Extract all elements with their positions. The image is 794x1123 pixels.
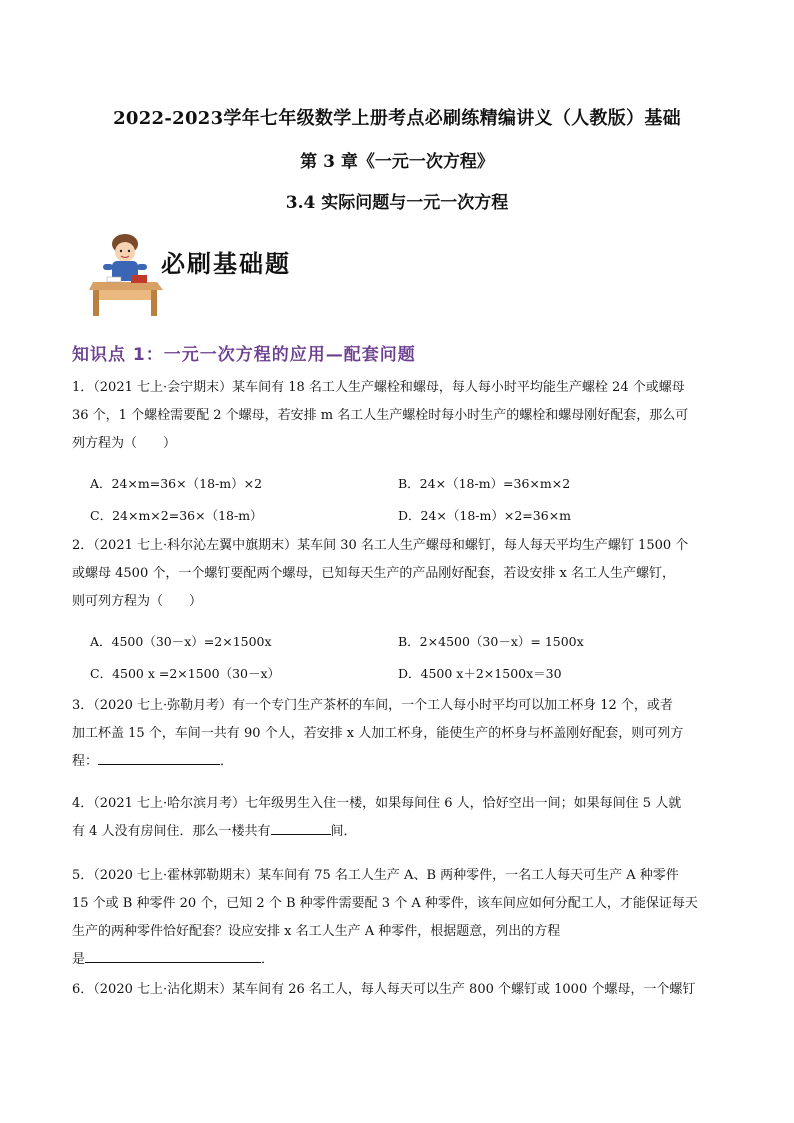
question-5-line-1: 5．（2020 七上·霍林郭勒期末）某车间有 75 名工人生产 A、B 两种零件，一名工人每天可生产 A 种零件 [72, 868, 679, 883]
banner-must-do-basics [85, 230, 325, 320]
question-4-end: 间． [330, 824, 357, 839]
knowledge-point-heading: 知识点 1：一元一次方程的应用—配套问题 [72, 345, 416, 365]
question-6 [72, 976, 722, 1004]
question-5-end: ． [261, 952, 275, 967]
question-2-option-c: C．4500 x =2×1500（30－x） [90, 666, 281, 681]
question-2-option-d: D．4500 x＋2×1500x＝30 [398, 666, 562, 681]
question-2-line-1: 2．（2021 七上·科尔沁左翼中旗期末）某车间 30 名工人生产螺母和螺钉，每人每天平均生产螺钉 1500 个 [72, 538, 689, 553]
question-1-option-a: A．24×m=36×（18-m）×2 [90, 476, 263, 491]
chapter-title: 第 3 章《一元一次方程》 [300, 152, 494, 172]
question-1-option-b: B．24×（18-m）=36×m×2 [398, 476, 571, 491]
question-3-line-1: 3．（2020 七上·弥勒月考）有一个专门生产茶杯的车间，一个工人每小时平均可以加工杯身 12 个，或者 [72, 698, 673, 713]
question-1-option-d: D．24×（18-m）×2=36×m [398, 508, 572, 523]
question-3 [72, 692, 722, 776]
question-3-line-2: 加工杯盖 15 个，车间一共有 90 个人，若安排 x 人加工杯身，能使生产的杯身与杯盖刚好配套，则可列方 [72, 726, 684, 741]
question-5-line-2: 15 个或 B 种零件 20 个，已知 2 个 B 种零件需要配 3 个 A 种零件，该车间应如何分配工人，才能保证每天 [72, 896, 698, 911]
question-3-line-3-text: 程： [72, 754, 99, 769]
question-1-line-3: 列方程为（ ） [72, 436, 177, 451]
question-1-line-1: 1．（2021 七上·会宁期末）某车间有 18 名工人生产螺栓和螺母，每人每小时平均能生产螺栓 24 个或螺母 [72, 380, 685, 395]
answer-blank[interactable] [98, 750, 220, 765]
answer-blank[interactable] [85, 948, 261, 963]
question-3-line-3 [72, 748, 722, 776]
section-title: 3.4 实际问题与一元一次方程 [285, 193, 509, 213]
question-2 [72, 532, 722, 616]
banner-label: 必刷基础题 [161, 250, 291, 278]
question-1-option-c: C．24×m×2=36×（18-m） [90, 508, 263, 523]
answer-blank[interactable] [271, 820, 331, 835]
question-2-option-a: A．4500（30－x）=2×1500x [90, 634, 272, 649]
question-4-line-1: 4．（2021 七上·哈尔滨月考）七年级男生入住一楼，如果每间住 6 人，恰好空出一间；如果每间住 5 人就 [72, 796, 682, 811]
question-3-end: ． [220, 754, 234, 769]
question-5-line-4-text: 是 [72, 952, 86, 967]
question-5 [72, 862, 722, 974]
question-2-line-3: 则可列方程为（ ） [72, 594, 203, 609]
question-1 [72, 374, 722, 458]
question-2-option-b: B．2×4500（30－x）= 1500x [398, 634, 584, 649]
question-4-line-2-text: 有 4 人没有房间住．那么一楼共有 [72, 824, 271, 839]
document-title: 2022-2023学年七年级数学上册考点必刷练精编讲义（人教版）基础 [113, 108, 681, 129]
question-4-line-2 [72, 818, 722, 846]
question-5-line-3: 生产的两种零件恰好配套？设应安排 x 名工人生产 A 种零件，根据题意，列出的方程 [72, 924, 561, 939]
question-1-line-2: 36 个，1 个螺栓需要配 2 个螺母，若安排 m 名工人生产螺栓时每小时生产的螺栓和螺母刚好配套，那么可 [72, 408, 689, 423]
teacher-at-desk-illustration [85, 230, 165, 320]
question-6-line-1: 6．（2020 七上·沾化期末）某车间有 26 名工人，每人每天可以生产 800 个螺钉或 1000 个螺母，一个螺钉 [72, 982, 696, 997]
question-4 [72, 790, 722, 846]
question-5-line-4 [72, 946, 722, 974]
question-2-line-2: 或螺母 4500 个，一个螺钉要配两个螺母，已知每天生产的产品刚好配套，若设安排 x 名工人生产螺钉， [72, 566, 675, 581]
